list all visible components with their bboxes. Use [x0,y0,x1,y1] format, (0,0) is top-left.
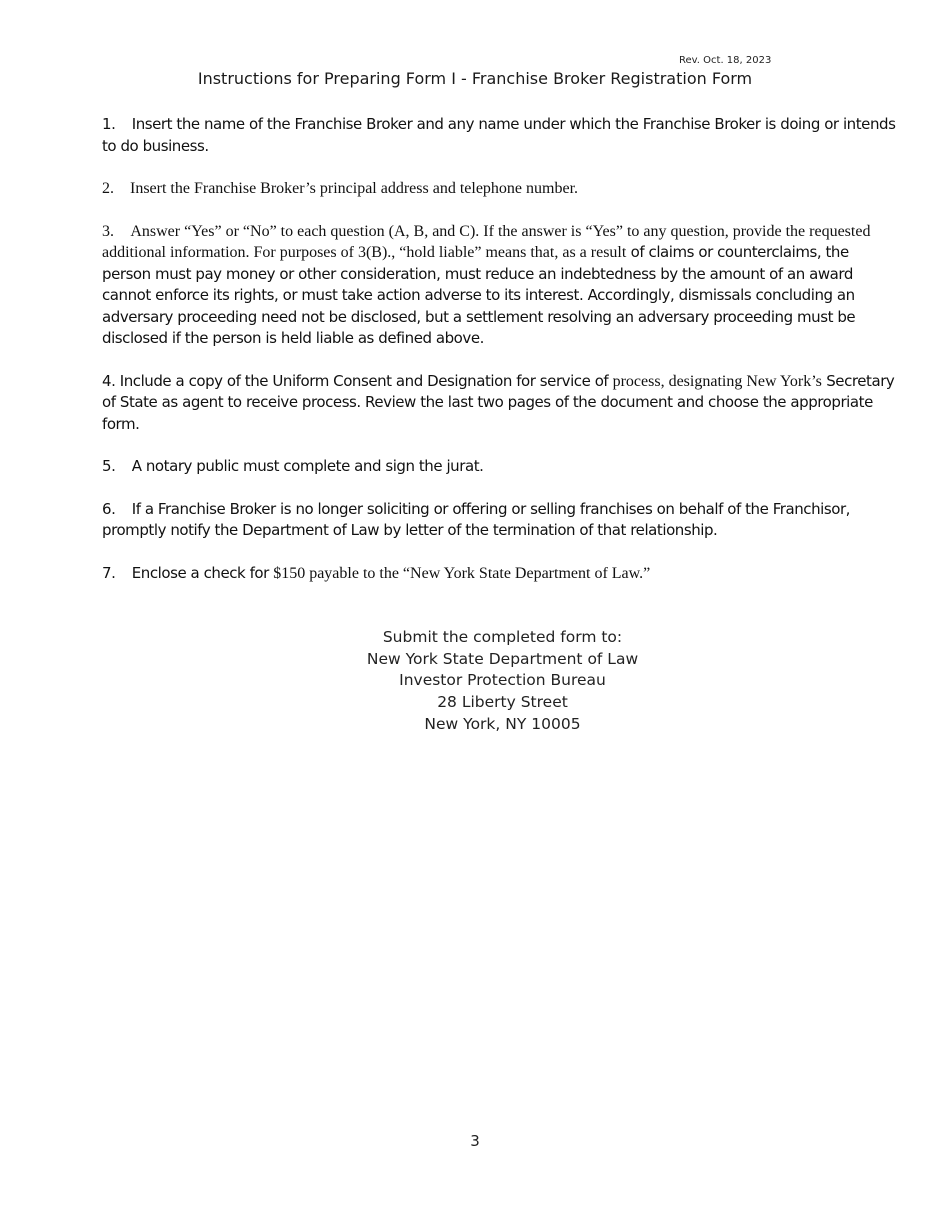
item-text: Insert the name of the Franchise Broker and any name under which the Franchise Broker is doing or intends to do business. [102,115,896,155]
item-number: 4. [102,371,116,390]
item-number: 1. [102,115,116,133]
item-text: Enclose a check for [131,563,274,582]
instruction-item-3 [102,221,897,350]
address-line-2: Investor Protection Bureau [399,671,606,690]
item-text: of claims or counterclaims, the person must pay money or other consideration, must reduce an indebtedness by the amount of an award cannot enforce its rights, or must take action adverse to its interest. Accordingly, dismissals concluding an adversary proceeding need not be disclosed, but a settlement resolving an adversary proceeding must be disclosed if the person is held liable as defined above. [102,243,856,347]
address-line-3: 28 Liberty Street [437,693,568,712]
item-number: 5. [102,457,116,475]
instruction-item-4 [102,371,897,436]
submission-address [0,627,950,736]
instruction-item-6 [102,499,897,542]
instruction-item-7 [102,563,897,585]
item-number: 7. [102,563,116,582]
item-number: 6. [102,499,116,518]
address-line-4: New York, NY 10005 [424,714,581,733]
instruction-item-2 [102,178,897,200]
instruction-item-1 [102,114,897,157]
item-text: If a Franchise Broker is no longer soliciting or offering or selling franchises on behalf of the Franchisor, promptly notify the Department of Law by letter of the termination of that relationship. [102,499,851,539]
item-text-serif: process, designating New York’s [612,372,822,390]
item-text: Insert the Franchise Broker’s principal address and telephone number. [130,180,579,197]
item-text-cont: Secretary of State as agent to receive process. Review the last two pages of the document and choose the appropriate form. [102,371,895,433]
instructions-list [102,114,897,605]
page-number: 3 [470,1132,480,1150]
item-number: 2. [102,180,114,197]
instruction-item-5 [102,456,897,478]
item-text: Include a copy of the Uniform Consent and Designation for service of [119,371,613,390]
page-title: Instructions for Preparing Form I - Franchise Broker Registration Form [197,69,753,88]
item-number: 3. [102,222,114,240]
address-line-1: New York State Department of Law [366,649,639,668]
revision-date: Rev. Oct. 18, 2023 [679,55,772,66]
submit-intro: Submit the completed form to: [382,628,623,646]
item-text-serif: Answer “Yes” or “No” to each question (A, B, and C). If the answer is “Yes” to any question, provide the requested additional information. For purposes of 3(B)., “hold liable” means that, as a result [102,222,871,261]
item-text: A notary public must complete and sign the jurat. [131,457,484,475]
item-text-serif: $150 payable to the “New York State Department of Law.” [273,564,651,582]
